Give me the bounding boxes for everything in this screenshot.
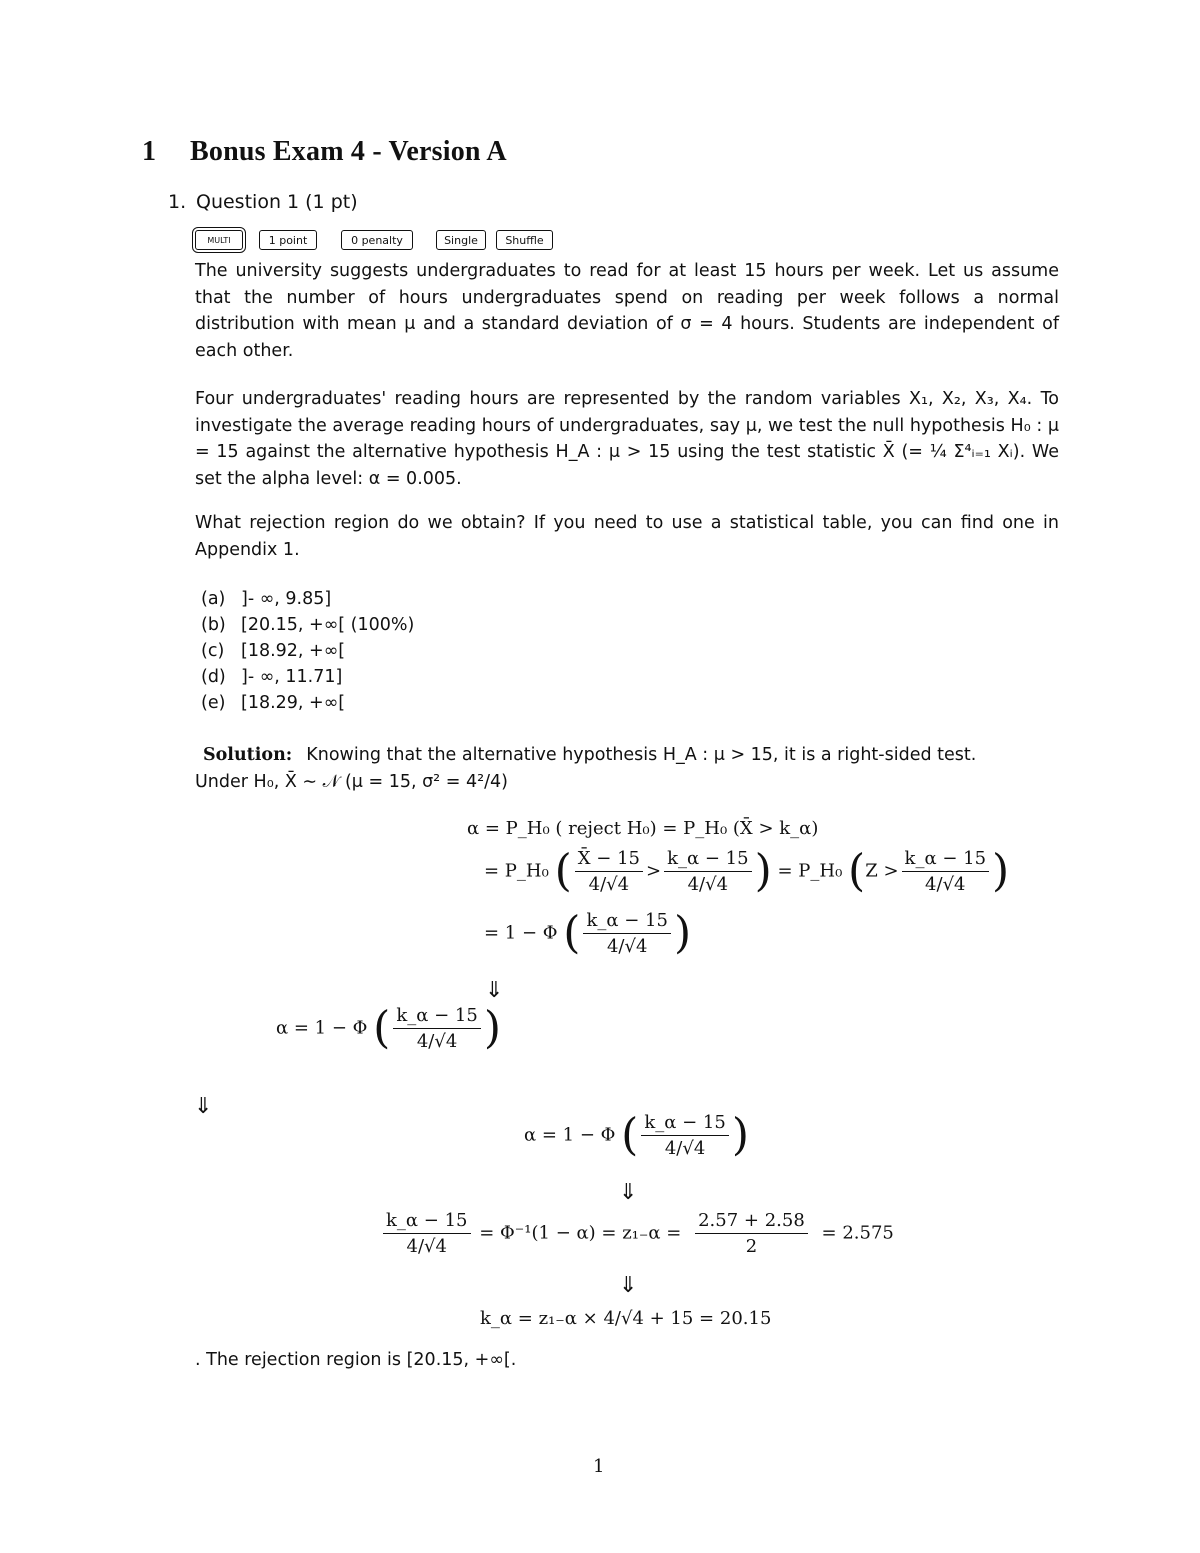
solution-conclusion: . The rejection region is [20.15, +∞[. <box>195 1350 517 1370</box>
badge-penalty: 0 penalty <box>341 230 413 250</box>
equation-4: α = 1 − Φ ( $\frac{k\_\alpha - 15}{4/√4}$ ) <box>276 1002 501 1054</box>
implies-arrow-1: ⇓ <box>485 978 504 1003</box>
equation-5: α = 1 − Φ ( $\frac{k\_\alpha - 15}{4/√4}$ ) <box>524 1109 749 1161</box>
option-a[interactable]: (a) ]- ∞, 9.85] <box>201 589 332 609</box>
solution-line-1: Knowing that the alternative hypothesis H_A : μ > 15, it is a right-sided test. <box>306 745 977 765</box>
question-title <box>168 191 358 213</box>
equation-7: k_α = z₁₋α × 4/√4 + 15 = 20.15 <box>480 1308 772 1329</box>
option-c[interactable]: (c) [18.92, +∞[ <box>201 641 346 661</box>
implies-arrow-4: ⇓ <box>619 1273 638 1298</box>
question-title-text: Question 1 (1 pt) <box>196 191 358 213</box>
paragraph-2-part-b: X̄ (= ¼ Σ⁴ᵢ₌₁ Xᵢ). We set the alpha level: α = 0.005. <box>195 442 1059 489</box>
section-title-text: Bonus Exam 4 - Version A <box>190 136 507 167</box>
section-title <box>142 136 507 168</box>
equation-2: = P_H₀ ( $\frac{X̄ - 15}{4/√4}$ > $\frac{k\_\alpha - 15}{4/√4}$ ) = P_H₀ (Z > $\frac{k\_\alpha - 15}{4/√4}$ ) <box>484 845 1010 897</box>
answer-options <box>201 586 414 716</box>
question-paragraph-3: What rejection region do we obtain? If you need to use a statistical table, you can find one in Appendix 1. <box>195 513 1059 560</box>
solution-line-2: Under H₀, X̄ ∼ 𝒩 (μ = 15, σ² = 4²/4) <box>195 771 508 792</box>
question-paragraph-2 <box>195 386 1059 492</box>
paragraph-2-part-a: Four undergraduates' reading hours are represented by the random variables X₁, X₂, X₃, X₄. To investigate the average reading hours of undergraduates, say μ, we test the null hypothesis H₀ : μ = 15 against the alternative hypothesis H_A : μ > 15 using the test statistic <box>195 389 1059 462</box>
equation-3: = 1 − Φ ( $\frac{k\_\alpha - 15}{4/√4}$ ) <box>484 907 692 959</box>
badge-points: 1 point <box>259 230 317 250</box>
question-paragraph-1: The university suggests undergraduates to read for at least 15 hours per week. Let us assume that the number of hours undergraduates spend on reading per week follows a normal distribution with mean μ and a standard deviation of σ = 4 hours. Students are independent of each other. <box>195 261 1059 361</box>
option-d[interactable]: (d) ]- ∞, 11.71] <box>201 667 343 687</box>
solution-intro <box>195 742 1059 795</box>
equation-1: α = P_H₀ ( reject H₀) = P_H₀ (X̄ > k_α) <box>467 818 819 839</box>
solution-heading: Solution: <box>203 745 293 765</box>
question-number: 1. <box>168 191 187 213</box>
badge-shuffle: Shuffle <box>496 230 553 250</box>
page-number: 1 <box>593 1456 605 1477</box>
option-b[interactable]: (b) [20.15, +∞[ (100%) <box>201 615 415 635</box>
badge-multi: MULTI <box>195 230 243 250</box>
section-number: 1 <box>142 136 157 167</box>
badge-single: Single <box>436 230 486 250</box>
equation-6: $\frac{k\_\alpha - 15}{4/√4}$ = Φ⁻¹(1 − α) = z₁₋α = $\frac{2.57 + 2.58}{2}$ = 2.575 <box>380 1210 894 1257</box>
implies-arrow-3: ⇓ <box>619 1180 638 1205</box>
implies-arrow-2: ⇓ <box>194 1094 213 1119</box>
option-e[interactable]: (e) [18.29, +∞[ <box>201 693 346 713</box>
